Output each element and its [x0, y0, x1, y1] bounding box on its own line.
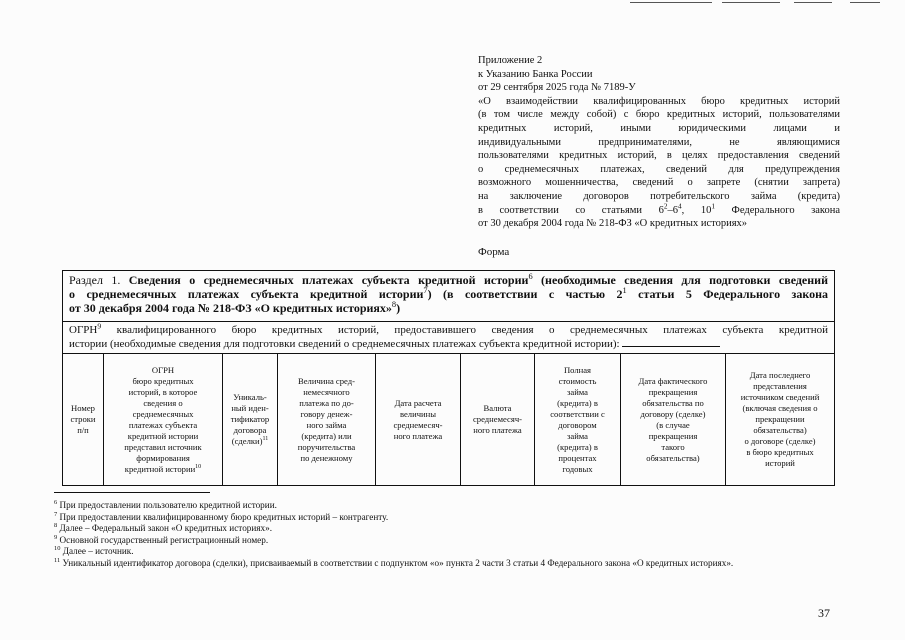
footnote-number: 7: [54, 510, 58, 518]
scan-rule: [722, 2, 780, 3]
column-label: Величина сред- немесячного платежа по до- говору денеж- ного займа (кредита) или поручительства по денежному: [297, 375, 356, 463]
section-title: (необходимые сведения для подготовки сведений: [532, 273, 828, 287]
appendix-articles-line: [478, 201, 841, 218]
ogrn-text: квалифицированного бюро кредитных историй, предоставившего сведения о среднемесячных платежах субъекта кредитной: [101, 324, 828, 336]
column-label: Дата расчета величины среднемесяч- ного платежа: [393, 397, 443, 441]
column-header: [726, 354, 834, 485]
column-header: [223, 354, 278, 485]
superscript: 1: [711, 201, 716, 211]
column-label: Валюта среднемесяч- ного платежа: [472, 403, 522, 435]
column-header: [63, 354, 104, 485]
articles-text: , 10: [681, 204, 712, 216]
appendix-last-line: от 30 декабря 2004 года № 218-ФЗ «О кредитных историях»: [478, 218, 748, 230]
footnotes: [54, 500, 840, 570]
section-title: ) (в соответствии с частью 2: [427, 287, 623, 302]
superscript: 8: [391, 300, 397, 310]
footnote-number: 10: [54, 545, 61, 553]
footnote-text: Уникальный идентификатор договора (сделки), присваиваемый в соответствии с подпунктом «о» пункта 2 части 3 статьи 4 Федерального закона «О кредитных историях».: [60, 557, 734, 568]
articles-text: в соответствии со статьями 6: [478, 204, 664, 216]
footnote-divider: [54, 492, 210, 493]
page-number: 37: [818, 606, 830, 620]
ogrn-row: [63, 322, 834, 354]
section-title: о среднемесячных платежах субъекта кредитной истории: [69, 287, 424, 302]
column-label: Дата последнего представления источником сведений (включая сведения о прекращении обязательства) о договоре (сделке) в бюро кредитных историй: [740, 370, 820, 468]
column-label: ОГРН бюро кредитных историй, в которое сведения о среднемесячных платежах субъекта кредитной истории представил источник формирования кредитной истории: [124, 364, 202, 474]
superscript: 6: [528, 272, 533, 281]
appendix-title-line: на заключение договоров потребительского займа (кредита): [478, 190, 840, 202]
section-title: от 30 декабря 2004 года № 218-ФЗ «О кредитных историях»: [69, 301, 392, 316]
footnote: [54, 535, 840, 547]
section-title: статьи 5 Федерального закона: [626, 287, 828, 302]
appendix-title-line: «О взаимодействии квалифицированных бюро кредитных историй: [478, 95, 840, 107]
superscript: 4: [678, 201, 682, 211]
appendix-line: к Указанию Банка России: [478, 68, 593, 80]
articles-text: –6: [667, 204, 678, 216]
footnote-text: При предоставлении квалифицированному бюро кредитных историй – контрагенту.: [57, 511, 389, 522]
footnote-text: Далее – источник.: [60, 546, 134, 557]
section-header: [63, 271, 834, 322]
footnote-number: 11: [54, 556, 61, 564]
footnote-text: Основной государственный регистрационный номер.: [57, 534, 269, 545]
section-line: [69, 287, 828, 301]
appendix-title-line: (в том числе между собой) с бюро кредитных историй, пользователями: [478, 109, 840, 121]
footnote: [54, 500, 840, 512]
superscript: 9: [97, 321, 102, 331]
superscript: 10: [195, 463, 202, 470]
appendix-title-line: возможного мошенничества, сведений о запрете (снятии запрета): [478, 177, 840, 189]
ogrn-label: ОГРН: [69, 324, 98, 336]
superscript: 2: [663, 201, 668, 211]
footnote-number: 8: [54, 522, 58, 530]
ogrn-text: истории (необходимые сведения для подготовки сведений о среднемесячных платежах субъекта кредитной истории):: [69, 338, 620, 350]
footnote: [54, 512, 840, 524]
ogrn-line: [69, 323, 828, 337]
column-headers: [63, 354, 834, 485]
column-label: Уникаль- ный иден- тификатор договора (сделки): [230, 392, 270, 446]
ogrn-input-line[interactable]: [622, 337, 720, 347]
ogrn-line: [69, 337, 828, 351]
form-table: [62, 270, 835, 486]
appendix-title-line: индивидуальными предпринимателями, не являющимися: [478, 136, 840, 148]
section-line: [69, 273, 828, 287]
column-label: Полная стоимость займа (кредита) в соответствии с договором займа (кредита) в процентах годовых: [550, 364, 605, 474]
superscript: 11: [262, 436, 269, 443]
superscript: 7: [423, 286, 428, 296]
articles-text: Федерального закона: [715, 204, 841, 216]
appendix-line: от 29 сентября 2025 года № 7189-У: [478, 82, 636, 94]
scan-rule: [630, 2, 712, 3]
column-header: [461, 354, 535, 485]
section-prefix: Раздел 1.: [69, 273, 129, 287]
appendix-title-line: пользователями кредитных историй, в целях предоставления сведений: [478, 150, 840, 162]
section-title: Сведения о среднемесячных платежах субъекта кредитной истории: [128, 273, 529, 287]
appendix-header: [478, 54, 840, 231]
form-label: Форма: [478, 246, 510, 258]
section-title: ): [396, 301, 401, 316]
footnote: [54, 523, 840, 535]
scan-rule: [794, 2, 832, 3]
footnote-text: Далее – Федеральный закон «О кредитных историях».: [57, 523, 273, 534]
footnote: [54, 546, 840, 558]
column-header: [535, 354, 621, 485]
column-header: [376, 354, 461, 485]
section-line: [69, 301, 828, 315]
column-header: [621, 354, 726, 485]
appendix-title-line: кредитных историй, иными юридическими лицами и: [478, 122, 840, 134]
column-header: [278, 354, 376, 485]
footnote: [54, 558, 840, 570]
superscript: 1: [622, 286, 627, 296]
appendix-title-line: о среднемесячных платежах, сведений для предупреждения: [478, 163, 840, 175]
column-label: Дата фактического прекращения обязательства по договору (сделке) (в случае прекращения такого обязательства): [638, 375, 708, 463]
column-label: Номер строки п/п: [70, 403, 96, 435]
footnote-number: 6: [54, 498, 58, 506]
appendix-line: Приложение 2: [478, 55, 543, 66]
scan-rule: [850, 2, 880, 3]
footnote-number: 9: [54, 533, 58, 541]
footnote-text: При предоставлении пользователю кредитной истории.: [57, 500, 277, 510]
column-header: [104, 354, 223, 485]
